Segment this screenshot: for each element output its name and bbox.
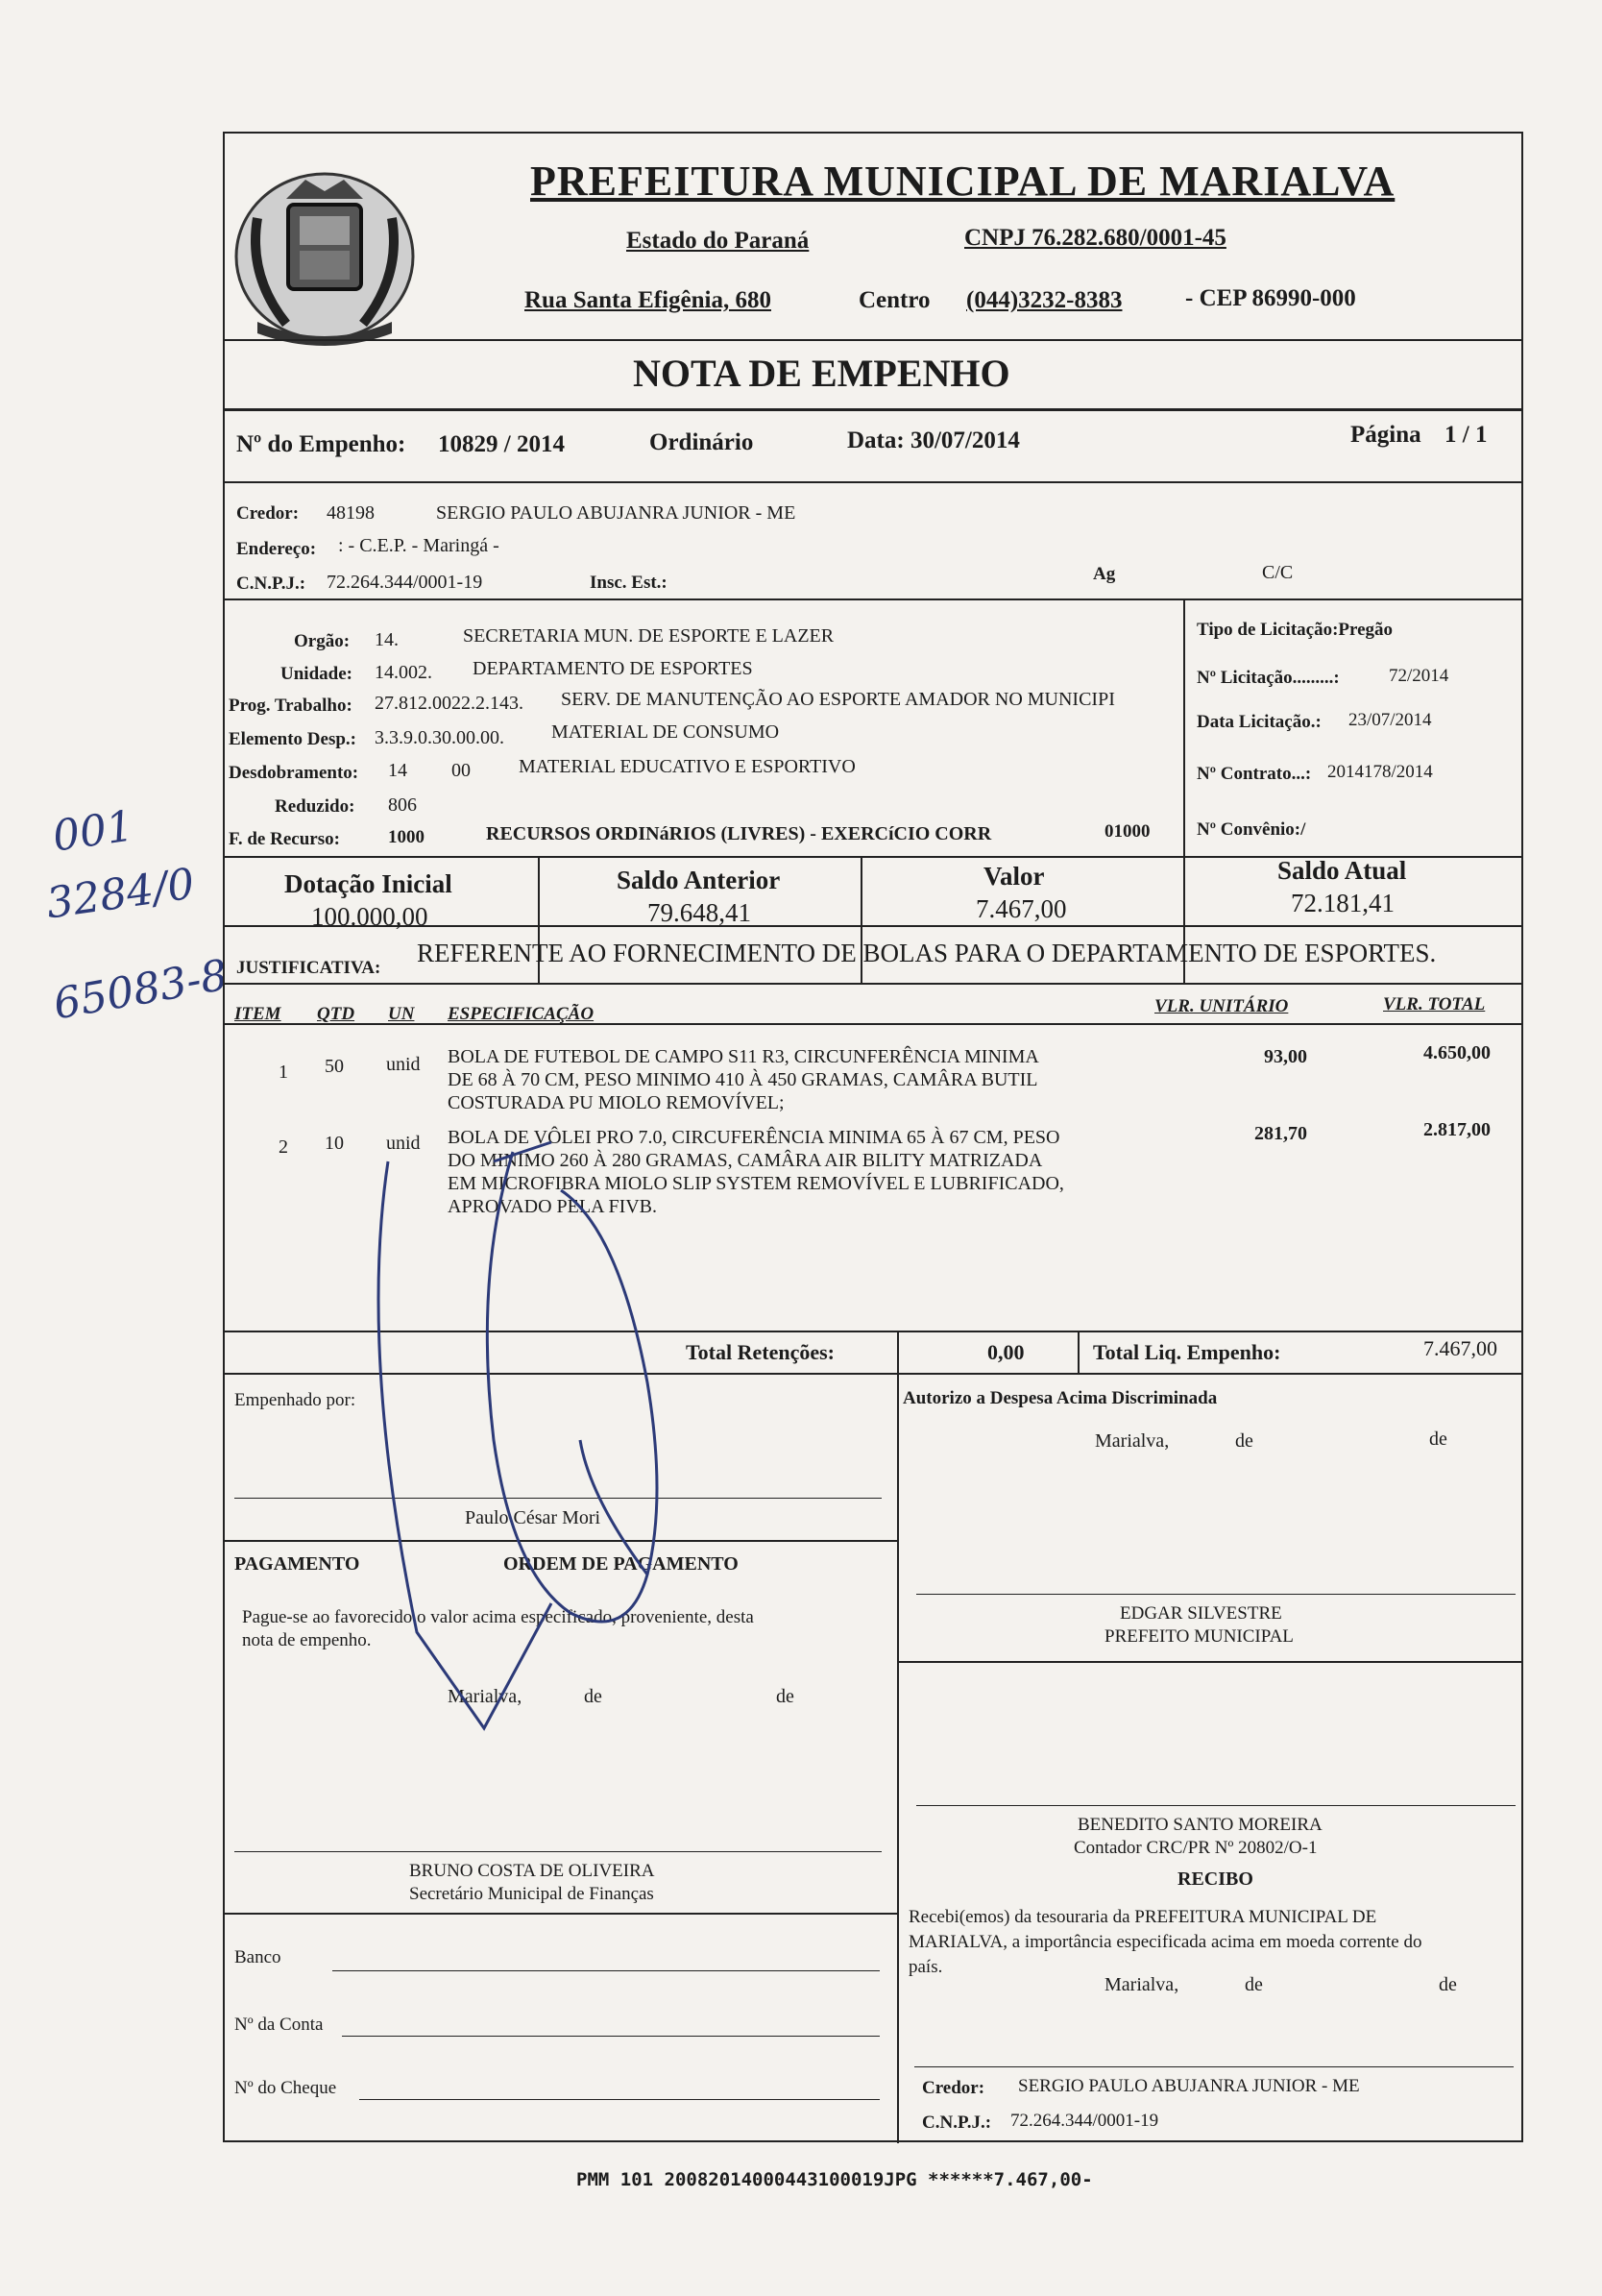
recibo-de-1: de (1245, 1974, 1263, 1995)
item-1-espec-l2: DE 68 À 70 CM, PESO MINIMO 410 À 450 GRAMAS, CAMÂRA BUTIL (448, 1069, 1038, 1090)
endereco-rua: Rua Santa Efigênia, 680 (524, 287, 771, 313)
dotacao-inicial: 100.000,00 (311, 902, 428, 931)
total-liquido-label: Total Liq. Empenho: (1093, 1340, 1281, 1364)
endereco-value: : - C.E.P. - Maringá - (338, 535, 499, 556)
fonte-recurso-num: 01000 (1104, 821, 1151, 842)
pagamento-marialva: Marialva, (448, 1686, 522, 1707)
credor-codigo: 48198 (327, 502, 375, 524)
data-licitacao-label: Data Licitação.: (1197, 712, 1322, 732)
saldo-atual-label: Saldo Atual (1277, 856, 1407, 885)
secretario-cargo: Secretário Municipal de Finanças (409, 1884, 654, 1904)
col-vlr-unitario: VLR. UNITÁRIO (1154, 996, 1289, 1016)
valor: 7.467,00 (976, 894, 1067, 923)
tipo-licitacao: Tipo de Licitação:Pregão (1197, 620, 1394, 640)
saldo-anterior-label: Saldo Anterior (617, 866, 781, 894)
item-1-qtd: 50 (325, 1056, 344, 1077)
contrato-label: Nº Contrato...: (1197, 764, 1312, 784)
pagamento-de-2: de (776, 1686, 794, 1707)
fonte-recurso-nome: RECURSOS ORDINáRIOS (LIVRES) - EXERCíCIO CORR (486, 823, 992, 844)
margin-note-2: 3284/0 (43, 859, 198, 929)
prog-trabalho-label: Prog. Trabalho: (229, 696, 352, 716)
saldo-atual: 72.181,41 (1291, 889, 1395, 917)
col-qtd: QTD (317, 1004, 355, 1024)
prefeito-nome: EDGAR SILVESTRE (1120, 1603, 1282, 1624)
col-vlr-total: VLR. TOTAL (1383, 994, 1486, 1014)
licitacao-numero-label: Nº Licitação.........: (1197, 668, 1340, 688)
contrato-value: 2014178/2014 (1327, 762, 1433, 782)
item-1-vlr-unit: 93,00 (1264, 1046, 1307, 1067)
recibo-cnpj-label: C.N.P.J.: (922, 2113, 992, 2133)
empenho-number-label: Nº do Empenho: (236, 431, 406, 457)
cep-prefeitura: - CEP 86990-000 (1185, 285, 1356, 311)
prog-trabalho-cod: 27.812.0022.2.143. (375, 693, 523, 714)
prefeito-cargo: PREFEITO MUNICIPAL (1104, 1626, 1294, 1647)
item-2-espec-l1: BOLA DE VÔLEI PRO 7.0, CIRCUFERÊNCIA MINIMA 65 À 67 CM, PESO (448, 1127, 1060, 1148)
rodape-codigo: PMM 101 20082014000443100019JPG ******7.467,00- (576, 2169, 1093, 2190)
banco-label: Banco (234, 1947, 281, 1967)
conta-label: Nº da Conta (234, 2015, 324, 2035)
fonte-recurso-cod: 1000 (388, 827, 425, 847)
credor-nome: SERGIO PAULO ABUJANRA JUNIOR - ME (436, 502, 796, 524)
total-retencoes-label: Total Retenções: (686, 1340, 835, 1364)
autorizo-de-1: de (1235, 1430, 1253, 1452)
prefeitura-title: PREFEITURA MUNICIPAL DE MARIALVA (530, 158, 1396, 205)
item-2-vlr-total: 2.817,00 (1423, 1119, 1491, 1140)
licitacao-numero: 72/2014 (1389, 666, 1449, 686)
endereco-label: Endereço: (236, 539, 317, 559)
valor-label: Valor (983, 862, 1045, 891)
empenho-tipo: Ordinário (649, 429, 754, 455)
total-retencoes: 0,00 (987, 1340, 1025, 1364)
nota-de-empenho-form (223, 132, 1523, 2142)
insc-est-label: Insc. Est.: (590, 573, 668, 593)
orgao-cod: 14. (375, 629, 399, 650)
item-2-vlr-unit: 281,70 (1254, 1123, 1307, 1144)
unidade-label: Unidade: (280, 664, 352, 684)
unidade-cod: 14.002. (375, 662, 432, 683)
elemento-desp-cod: 3.3.9.0.30.00.00. (375, 727, 504, 748)
pagina-label: Página (1350, 422, 1421, 448)
contador-cargo: Contador CRC/PR Nº 20802/O-1 (1074, 1838, 1318, 1858)
item-1-un: unid (386, 1054, 421, 1075)
empenhado-por-label: Empenhado por: (234, 1390, 356, 1410)
orgao-nome: SECRETARIA MUN. DE ESPORTE E LAZER (463, 625, 835, 647)
item-1-vlr-total: 4.650,00 (1423, 1042, 1491, 1063)
recibo-texto-l3: país. (909, 1957, 943, 1977)
pague-se-l2: nota de empenho. (242, 1630, 372, 1650)
reduzido-cod: 806 (388, 794, 417, 816)
total-liquido: 7.467,00 (1423, 1336, 1497, 1360)
pagamento-de-1: de (584, 1686, 602, 1707)
elemento-desp-nome: MATERIAL DE CONSUMO (551, 721, 780, 743)
item-2-un: unid (386, 1133, 421, 1154)
col-item: ITEM (234, 1004, 281, 1024)
recibo-cnpj: 72.264.344/0001-19 (1010, 2111, 1159, 2131)
saldo-anterior: 79.648,41 (647, 898, 751, 927)
data-licitacao: 23/07/2014 (1348, 710, 1432, 730)
col-un: UN (388, 1004, 415, 1024)
recibo-credor-label: Credor: (922, 2078, 985, 2098)
cnpj-credor: 72.264.344/0001-19 (327, 572, 483, 593)
desdobramento-nome: MATERIAL EDUCATIVO E ESPORTIVO (519, 756, 856, 777)
margin-note-3: 65083-8 (49, 950, 231, 1030)
justificativa-label: JUSTIFICATIVA: (236, 958, 381, 978)
desdobramento-label: Desdobramento: (229, 763, 359, 783)
autorizo-despesa: Autorizo a Despesa Acima Discriminada (903, 1388, 1218, 1408)
recibo-texto-l1: Recebi(emos) da tesouraria da PREFEITURA MUNICIPAL DE (909, 1907, 1377, 1927)
pagamento-label: PAGAMENTO (234, 1553, 360, 1575)
convenio: Nº Convênio:/ (1197, 819, 1306, 840)
empenhado-por-nome: Paulo César Mori (465, 1507, 601, 1528)
orgao-label: Orgão: (294, 631, 351, 651)
estado-label: Estado do Paraná (626, 228, 810, 254)
credor-label: Credor: (236, 503, 300, 524)
contador-nome: BENEDITO SANTO MOREIRA (1078, 1815, 1323, 1835)
desdobramento-cod2: 00 (451, 760, 471, 781)
item-2-espec-l3: EM MICROFIBRA MIOLO SLIP SYSTEM REMOVÍVEL E LUBRIFICADO, (448, 1173, 1064, 1194)
empenho-number: 10829 / 2014 (438, 431, 565, 457)
recibo-de-2: de (1439, 1974, 1457, 1995)
item-1-espec-l1: BOLA DE FUTEBOL DE CAMPO S11 R3, CIRCUNFERÊNCIA MINIMA (448, 1046, 1039, 1067)
justificativa-texto: REFERENTE AO FORNECIMENTO DE BOLAS PARA O DEPARTAMENTO DE ESPORTES. (417, 939, 1437, 967)
secretario-nome: BRUNO COSTA DE OLIVEIRA (409, 1861, 655, 1881)
desdobramento-cod: 14 (388, 760, 407, 781)
item-2-espec-l4: APROVADO PELA FIVB. (448, 1196, 658, 1217)
pagina-value: 1 / 1 (1444, 422, 1488, 448)
autorizo-marialva: Marialva, (1095, 1430, 1170, 1452)
cnpj-credor-label: C.N.P.J.: (236, 574, 306, 594)
handwritten-signature-icon (302, 1037, 743, 1747)
cheque-label: Nº do Cheque (234, 2078, 337, 2098)
endereco-centro: Centro (859, 287, 931, 313)
prog-trabalho-nome: SERV. DE MANUTENÇÃO AO ESPORTE AMADOR NO MUNICIPI (561, 689, 1115, 710)
telefone: (044)3232-8383 (966, 287, 1123, 313)
item-1-num: 1 (279, 1062, 288, 1083)
item-1-espec-l3: COSTURADA PU MIOLO REMOVÍVEL; (448, 1092, 785, 1113)
fonte-recurso-label: F. de Recurso: (229, 829, 340, 849)
recibo-credor-nome: SERGIO PAULO ABUJANRA JUNIOR - ME (1018, 2076, 1360, 2096)
municipal-crest-icon (229, 160, 421, 353)
ordem-pagamento-label: ORDEM DE PAGAMENTO (503, 1553, 739, 1575)
cnpj-prefeitura: CNPJ 76.282.680/0001-45 (964, 225, 1226, 251)
pague-se-l1: Pague-se ao favorecido o valor acima especificado, proveniente, desta (242, 1607, 754, 1627)
dotacao-inicial-label: Dotação Inicial (284, 869, 452, 898)
item-2-qtd: 10 (325, 1133, 344, 1154)
elemento-desp-label: Elemento Desp.: (229, 729, 356, 749)
recibo-marialva: Marialva, (1104, 1974, 1179, 1995)
reduzido-label: Reduzido: (275, 796, 355, 817)
recibo-label: RECIBO (1177, 1869, 1253, 1890)
item-2-espec-l2: DO MINIMO 260 À 280 GRAMAS, CAMÂRA AIR BILITY MATRIZADA (448, 1150, 1043, 1171)
margin-note-1: 001 (49, 801, 137, 862)
doc-title: NOTA DE EMPENHO (633, 352, 1010, 395)
unidade-nome: DEPARTAMENTO DE ESPORTES (473, 658, 753, 679)
ag-label: Ag (1093, 564, 1116, 584)
empenho-data: Data: 30/07/2014 (847, 427, 1020, 453)
col-especificacao: ESPECIFICAÇÃO (448, 1004, 595, 1024)
cc-label: C/C (1262, 562, 1294, 583)
recibo-texto-l2: MARIALVA, a importância especificada acima em moeda corrente do (909, 1932, 1422, 1952)
item-2-num: 2 (279, 1136, 288, 1158)
autorizo-de-2: de (1429, 1429, 1447, 1450)
